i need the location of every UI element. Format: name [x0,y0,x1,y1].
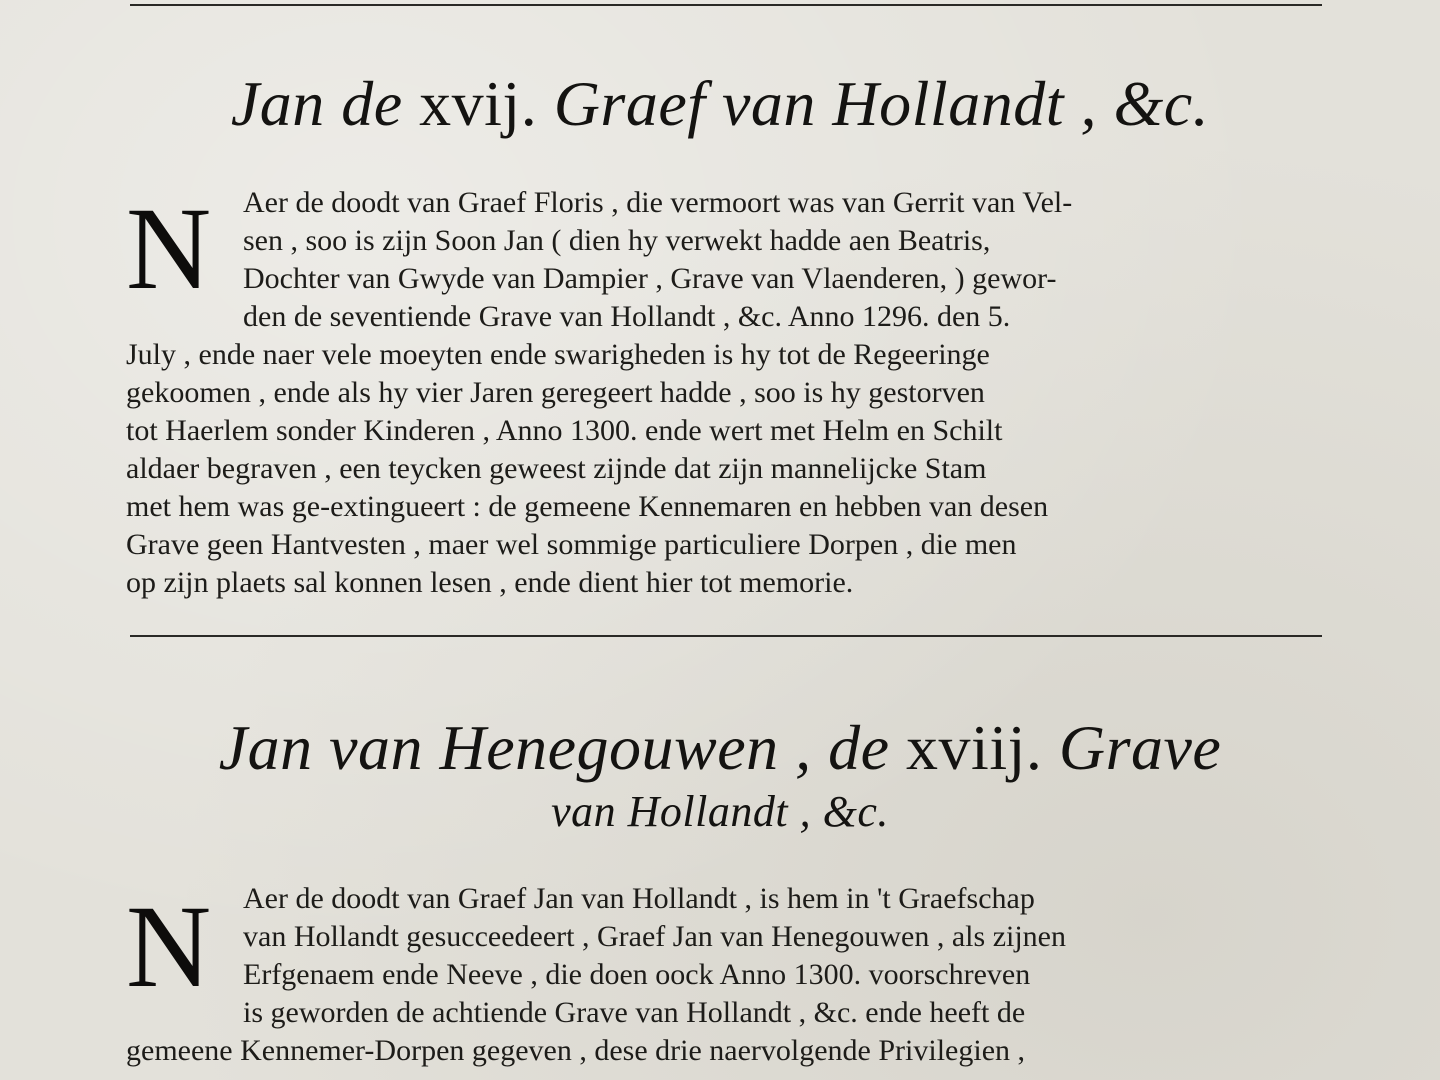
section-2-line: van Hollandt gesucceedeert , Graef Jan van Henegouwen , als zijnen [243,920,1066,953]
section-1-line: July , ende naer vele moeyten ende swarigheden is hy tot de Regeeringe [126,338,990,371]
section-1-title [0,68,1440,139]
section-1-line: den de seventiende Grave van Hollandt , &c. Anno 1296. den 5. [243,300,1011,333]
section-1-line: aldaer begraven , een teycken geweest zijnde dat zijn mannelijcke Stam [126,452,987,485]
section-1-line: Dochter van Gwyde van Dampier , Grave van Vlaenderen, ) gewor- [243,262,1057,295]
section-1-drop-cap: N [126,183,212,314]
section-1-title-part-b: Graef van Hollandt , &c. [537,68,1210,139]
section-1-paragraph [126,183,1338,599]
section-2-title-line-1 [0,712,1440,783]
section-1-line: op zijn plaets sal konnen lesen , ende dient hier tot memorie. [126,566,854,599]
section-2-title-numeral: xviij. [906,712,1043,783]
section-2-paragraph [126,882,1338,1080]
section-1-line: Aer de doodt van Graef Floris , die vermoort was van Gerrit van Vel- [243,186,1073,219]
section-1-line: sen , soo is zijn Soon Jan ( dien hy verwekt hadde aen Beatris, [243,224,991,257]
section-1-title-part-a: Jan de [230,68,420,139]
section-1-line: Grave geen Hantvesten , maer wel sommige particuliere Dorpen , die men [126,528,1017,561]
top-rule [130,4,1322,6]
section-1-line: tot Haerlem sonder Kinderen , Anno 1300. ende wert met Helm en Schilt [126,414,1003,447]
section-2-title-part-a: Jan van Henegouwen , de [218,712,907,783]
section-2-line: gemeene Kennemer-Dorpen gegeven , dese drie naervolgende Privilegien , [126,1034,1026,1067]
section-1-line: met hem was ge-extingueert : de gemeene Kennemaren en hebben van desen [126,490,1049,523]
section-1-title-numeral: xvij. [419,68,538,139]
section-2-line: is geworden de achtiende Grave van Hollandt , &c. ende heeft de [243,996,1026,1029]
section-divider-rule [130,635,1322,637]
section-2-title-part-b: Grave [1042,712,1222,783]
section-2-line: Aer de doodt van Graef Jan van Hollandt , is hem in 't Graefschap [243,882,1035,915]
section-2-drop-cap: N [126,881,212,1012]
section-2-title-line-2: van Hollandt , &c. [551,787,889,836]
section-2-line: Erfgenaem ende Neeve , die doen oock Anno 1300. voorschreven [243,958,1031,991]
section-1-line: gekoomen , ende als hy vier Jaren geregeert hadde , soo is hy gestorven [126,376,985,409]
